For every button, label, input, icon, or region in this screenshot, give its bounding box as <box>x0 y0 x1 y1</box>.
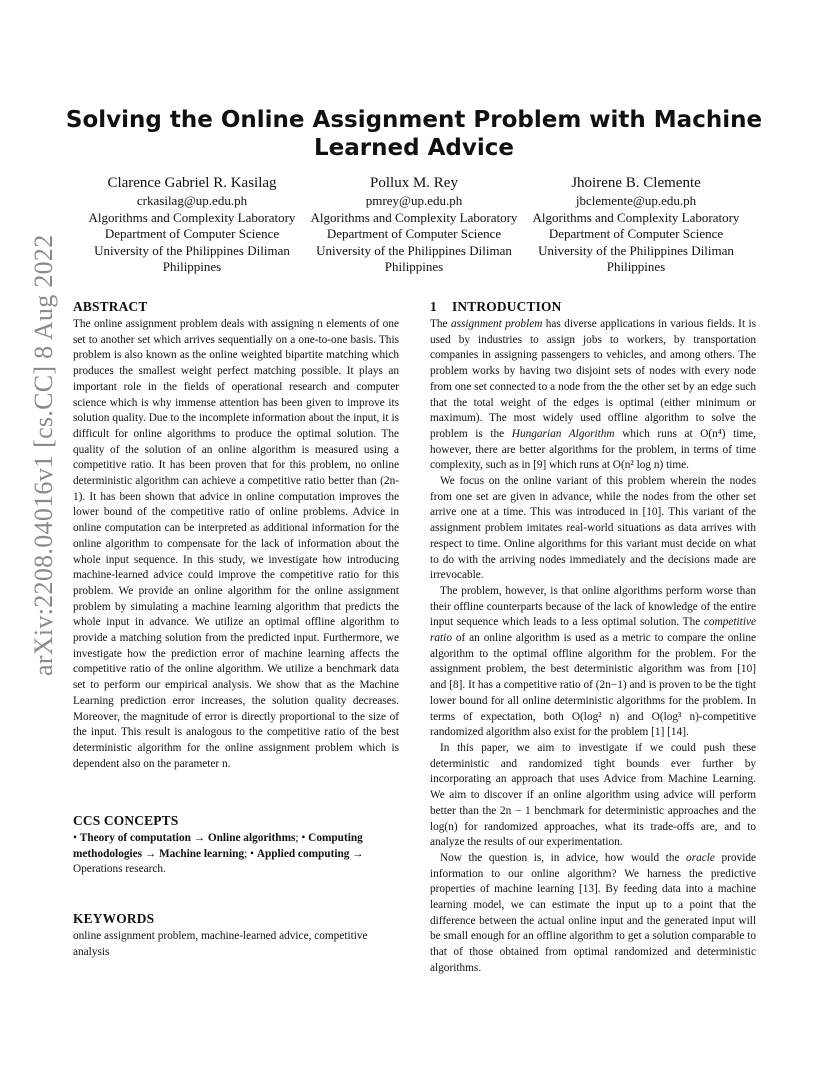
arrow: → <box>352 847 364 860</box>
author-email: jbclemente@up.edu.ph <box>575 193 697 208</box>
emphasis: oracle <box>686 851 715 864</box>
author-block <box>525 173 747 276</box>
intro-heading <box>430 298 756 315</box>
emphasis: competitive ratio <box>430 616 756 645</box>
section-number: 1 <box>430 299 437 314</box>
text-run: provide information to our online algorithm? We harness the predictive properties of machine learning [13]. By feeding data into a machine learning model, we can estimate the input up to a point that the difference between the actual online input and the generated input will be small enough for an offline algorithm to get a solution comparable to that of those obtained from optimal randomized and deterministic algorithms. <box>430 851 756 974</box>
arrow: → <box>193 832 206 844</box>
text-run: Now the question is, in advice, how would the <box>440 851 687 864</box>
author-dept: Department of Computer Science <box>104 226 280 241</box>
ccs-heading: CCS CONCEPTS <box>73 813 179 828</box>
ccs-text: • Theory of computation → Online algorithms; • Computing methodologies → Machine learning; • Applied computing → Operations research. <box>73 832 364 876</box>
author-dept: Department of Computer Science <box>326 226 502 241</box>
intro-paragraph: We focus on the online variant of this problem wherein the nodes from one set are given in advance, while the nodes from the other set arrive one at a time. This was introduced in [10]. This variant of the assignment problem imitates real-world situations as data arrives with respect to time. Online algorithms for this variant must decide on what to do with the arriving nodes immediately and the decisions made are irrevocable. <box>430 475 756 582</box>
keywords-heading: KEYWORDS <box>73 911 155 926</box>
intro-paragraph <box>430 851 756 977</box>
author-name: Clarence Gabriel R. Kasilag <box>107 175 277 191</box>
text-run: which runs at O(n⁴) time, however, there are better algorithms for the problem, in terms of time complexity, such as in [9] which runs at O(n² log n) time. <box>430 427 756 472</box>
abstract-text: The online assignment problem deals with assigning n elements of one set to another set which arrives sequentially on a one-to-one basis. This problem is also known as the online weighted bipartite matching which produces the smallest weight perfect matching possible. It plays an important role in the fields of operational research and computer science which is why immense attention has been given to improve its solution quality. Due to the incomplete information about the input, it is difficult for online algorithms to produce the optimal solution. The quality of the solution of an online algorithm is measured using a competitive ratio. It has been proven that for this problem, no online deterministic algorithm can achieve a competitive ratio better than (2n-1). It has been shown that advice in online computation improves the lower bound of the competitive ratio of online problems. Advice in online computation can be interpreted as additional information for the online algorithm to compensate for the lack of information about the whole input sequence. In this study, we investigate how introducing machine-learned advice could improve the competitive ratio for this problem. We provide an online algorithm for the online assignment problem by simulating a machine learning algorithm that predicts the whole input in advance. We utilize an optimal offline algorithm to provide a matching solution from the predicted input. Furthermore, we investigate how the prediction error of machine learning affects the competitive ratio of the online algorithm. We utilize a benchmark data set to perform our empirical analysis. We show that as the Machine Learning prediction error increases, the solution quality decreases. Moreover, the magnitude of error is directly proportional to the size of the input. This result is analogous to the competitive ratio of the best deterministic algorithm for the online assignment problem which is dependent also on the parameter n. <box>73 318 399 770</box>
author-email: pmrey@up.edu.ph <box>365 193 463 208</box>
bullet: • <box>250 847 254 860</box>
author-block <box>303 173 525 276</box>
abstract-heading: ABSTRACT <box>73 299 148 314</box>
section-title: INTRODUCTION <box>452 299 562 314</box>
author-name: Pollux M. Rey <box>370 175 458 191</box>
emphasis: assignment problem <box>450 318 543 330</box>
bullet: • <box>301 832 306 844</box>
intro-paragraph <box>430 317 756 474</box>
text-run: The problem, however, is that online algorithms perform worse than their offline counterparts because of the lack of knowledge of the entire input sequence which leads to a less optimal solution. The <box>430 584 756 629</box>
arrow: → <box>144 847 157 860</box>
bullet: • <box>73 832 77 844</box>
paper-title: Solving the Online Assignment Problem with Machine Learned Advice <box>65 107 763 161</box>
author-dept: Department of Computer Science <box>548 226 724 241</box>
author-block <box>81 173 303 276</box>
text-run: has diverse applications in various fields. It is used by industries to assign jobs to workers, by transportation companies in assigning passengers to vehicles, and among others. The problem works by having two disjoint sets of nodes with every node from one set connected to a node from the the other set by an edge such that the total weight of the edges is optimal (either minimum or maximum). The most widely used offline algorithm to solve the problem is the <box>430 318 756 440</box>
ccs-term: Theory of computation <box>79 832 191 844</box>
ccs-term: Online algorithms <box>207 832 296 844</box>
arxiv-stamp: arXiv:2208.04016v1 [cs.CC] 8 Aug 2022 <box>29 234 58 676</box>
author-university: University of the Philippines Diliman <box>538 242 734 258</box>
intro-paragraph: In this paper, we aim to investigate if we could push these deterministic and randomized tight bounds ever further by incorporating an approach that uses Advice from Machine Learning. We aim to discover if an online algorithm using advice will perform better than the 2n − 1 benchmark for deterministic approaches and the log(n) for randomized approaches, what its trade-offs are, and to analyze the results of our experimentation. <box>430 741 756 849</box>
author-lab: Algorithms and Complexity Laboratory <box>310 209 518 225</box>
intro-paragraph <box>430 584 756 741</box>
author-country: Philippines <box>162 259 222 274</box>
keywords-text: online assignment problem, machine-learned advice, competitive analysis <box>73 930 368 958</box>
author-email: crkasilag@up.edu.ph <box>136 193 248 208</box>
emphasis: Hungarian Algorithm <box>511 427 615 440</box>
author-name: Jhoirene B. Clemente <box>571 175 701 191</box>
text-run: The <box>430 318 451 330</box>
abstract-section <box>73 298 399 772</box>
author-lab: Algorithms and Complexity Laboratory <box>88 209 296 225</box>
author-country: Philippines <box>606 259 666 274</box>
introduction-section <box>430 298 756 977</box>
author-university: University of the Philippines Diliman <box>94 242 290 258</box>
ccs-term: Machine learning <box>159 847 245 860</box>
ccs-term: Applied computing <box>256 847 350 860</box>
ccs-term: Computing methodologies <box>73 832 363 860</box>
author-country: Philippines <box>384 259 444 274</box>
author-university: University of the Philippines Diliman <box>316 242 512 258</box>
author-lab: Algorithms and Complexity Laboratory <box>532 209 740 225</box>
ccs-term: Operations research. <box>73 863 166 876</box>
ccs-section <box>73 812 399 878</box>
keywords-section <box>73 910 399 960</box>
text-run: of an online algorithm is used as a metric to compare the online algorithm to the optimal offline algorithm for the problem. For the assignment problem, the best deterministic algorithm was from [10] and [8]. It has a competitive ratio of (2n−1) and is proven to be the tight lower bound for all online deterministic algorithms for the problem. In terms of expectation, both O(log² n) and O(log³ n)-competitive randomized algorithm also exist for the problem [1] [14]. <box>430 632 756 739</box>
